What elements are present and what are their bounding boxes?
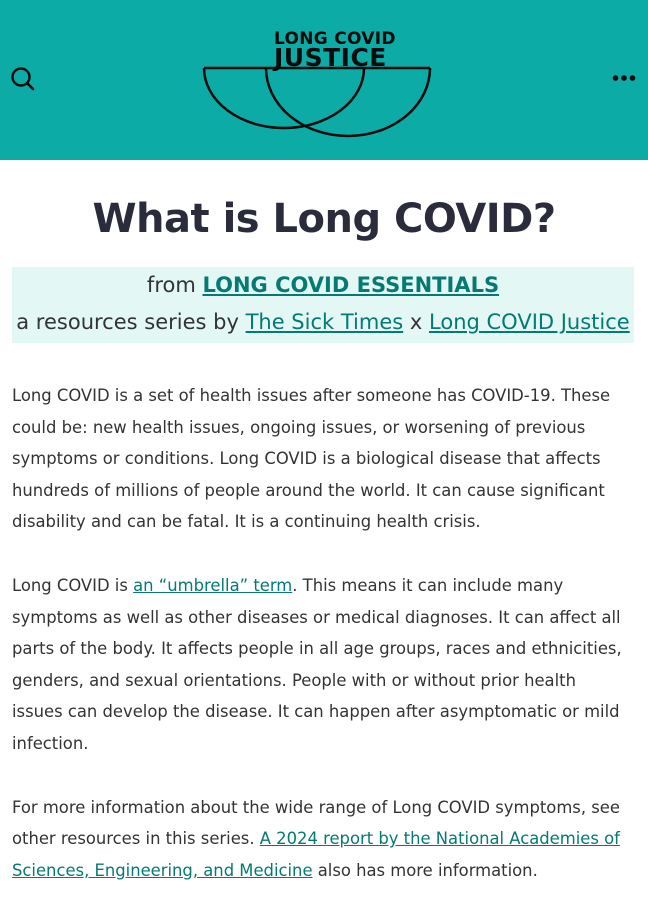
series-line-from	[12, 273, 634, 297]
series-line-by	[12, 310, 634, 334]
the-sick-times-link[interactable]: The Sick Times	[245, 310, 404, 334]
long-covid-essentials-link[interactable]: LONG COVID ESSENTIALS	[202, 273, 500, 297]
ellipsis-menu-icon[interactable]	[612, 70, 636, 86]
from-text: from	[146, 273, 196, 297]
paragraph-definition: Long COVID is a set of health issues after someone has COVID-19. These could be: new health issues, ongoing issues, or worsening of previous symptoms or conditions. Long COVID is a biological disease that affects hundreds of millions of people around the world. It can cause significant disability and can be fatal. It is a continuing health crisis.	[12, 386, 611, 532]
paragraph-more-info-post: also has more information.	[312, 860, 538, 880]
article-content	[12, 380, 630, 918]
logo-text-line2: JUSTICE	[274, 43, 387, 72]
paragraph-umbrella-pre: Long COVID is	[12, 575, 134, 595]
paragraph-more-info	[12, 792, 630, 887]
series-banner	[12, 267, 634, 343]
paragraph-umbrella	[12, 570, 630, 760]
site-logo[interactable]	[196, 24, 436, 144]
site-header	[0, 0, 648, 160]
series-by-text: a resources series by	[16, 310, 239, 334]
nasem-report-link[interactable]: A 2024 report by the National Academies of Sciences, Engineering, and Medicine	[12, 829, 620, 880]
long-covid-justice-link[interactable]: Long COVID Justice	[429, 310, 630, 334]
paragraph-more-info-pre: For more information about the wide range of Long COVID symptoms, see other resources in this series.	[12, 797, 620, 849]
umbrella-term-link[interactable]: an “umbrella” term	[133, 575, 293, 595]
page-title: What is Long COVID?	[92, 196, 556, 242]
logo-text-line1: LONG COVID	[274, 29, 396, 49]
search-icon[interactable]	[10, 66, 36, 92]
paragraph-umbrella-post: . This means it can include many symptoms as well as other diseases or medical diagnoses. It can affect all parts of the body. It affects people in all age groups, races and ethnicities, genders, and sexual orientations. People with or without prior health issues can develop the disease. It can happen after asymptomatic or mild infection.	[12, 575, 622, 753]
x-separator: x	[409, 310, 423, 334]
